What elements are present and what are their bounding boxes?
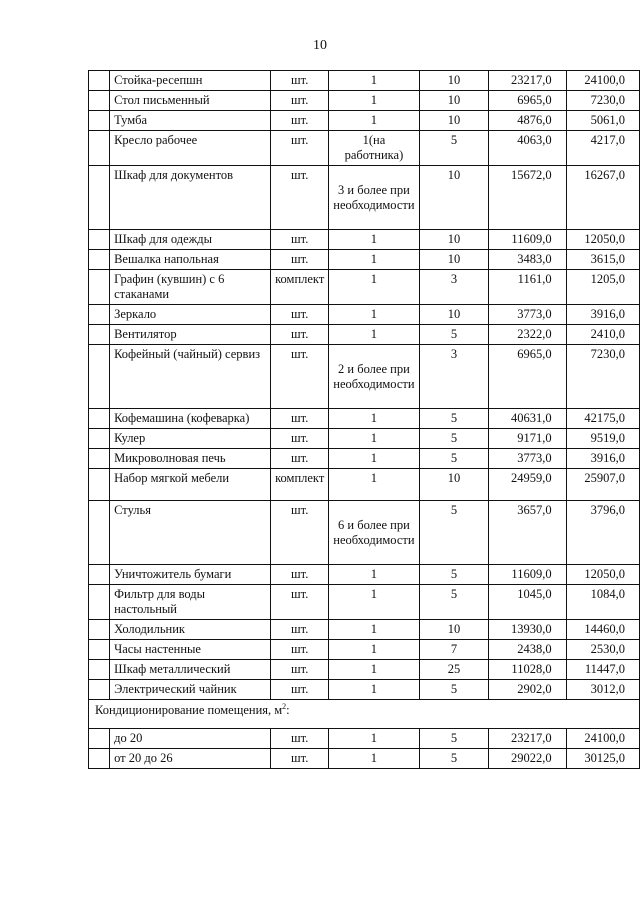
item-name: Тумба	[110, 111, 271, 131]
table-row	[89, 325, 640, 345]
item-quantity: 1	[329, 729, 419, 749]
item-service-years: 10	[419, 71, 489, 91]
item-name: Шкаф для одежды	[110, 230, 271, 250]
item-quantity: 1	[329, 71, 419, 91]
section-label: Кондиционирование помещения, м	[95, 703, 283, 717]
item-price-2: 7230,0	[566, 91, 639, 111]
item-price-2: 24100,0	[566, 729, 639, 749]
item-service-years: 10	[419, 620, 489, 640]
item-unit: шт.	[271, 166, 329, 230]
item-name: Стойка-ресепшн	[110, 71, 271, 91]
table-row	[89, 660, 640, 680]
item-price-1: 29022,0	[489, 749, 566, 769]
item-unit: шт.	[271, 71, 329, 91]
item-unit: шт.	[271, 565, 329, 585]
item-service-years: 10	[419, 305, 489, 325]
item-price-2: 25907,0	[566, 469, 639, 501]
item-price-1: 23217,0	[489, 729, 566, 749]
item-quantity: 1	[329, 270, 419, 305]
item-price-2: 2530,0	[566, 640, 639, 660]
item-name: Стол письменный	[110, 91, 271, 111]
item-unit: шт.	[271, 111, 329, 131]
item-service-years: 25	[419, 660, 489, 680]
table-row	[89, 131, 640, 166]
lead-cell	[89, 680, 110, 700]
item-quantity: 1(на работника)	[329, 131, 419, 166]
lead-cell	[89, 111, 110, 131]
section-heading	[89, 700, 640, 729]
item-unit: шт.	[271, 91, 329, 111]
table-row	[89, 680, 640, 700]
lead-cell	[89, 429, 110, 449]
section-row	[89, 700, 640, 729]
item-name: до 20	[110, 729, 271, 749]
item-service-years: 5	[419, 131, 489, 166]
item-price-1: 23217,0	[489, 71, 566, 91]
item-quantity: 1	[329, 660, 419, 680]
lead-cell	[89, 270, 110, 305]
lead-cell	[89, 729, 110, 749]
item-price-2: 12050,0	[566, 230, 639, 250]
item-quantity: 2 и более при необходимости	[329, 345, 419, 409]
lead-cell	[89, 640, 110, 660]
item-service-years: 5	[419, 749, 489, 769]
item-price-2: 3916,0	[566, 305, 639, 325]
item-service-years: 10	[419, 166, 489, 230]
item-name: Кулер	[110, 429, 271, 449]
item-price-2: 3796,0	[566, 501, 639, 565]
item-price-1: 1045,0	[489, 585, 566, 620]
table-row	[89, 166, 640, 230]
item-name: Кресло рабочее	[110, 131, 271, 166]
table-row	[89, 305, 640, 325]
item-price-2: 11447,0	[566, 660, 639, 680]
item-quantity: 1	[329, 230, 419, 250]
item-service-years: 10	[419, 111, 489, 131]
item-quantity: 1	[329, 325, 419, 345]
equipment-table	[88, 70, 640, 769]
item-price-1: 2322,0	[489, 325, 566, 345]
item-price-1: 11609,0	[489, 230, 566, 250]
item-price-1: 3773,0	[489, 449, 566, 469]
item-price-2: 4217,0	[566, 131, 639, 166]
item-price-2: 1205,0	[566, 270, 639, 305]
item-name: Кофемашина (кофеварка)	[110, 409, 271, 429]
item-price-1: 11609,0	[489, 565, 566, 585]
table-row	[89, 409, 640, 429]
item-price-1: 9171,0	[489, 429, 566, 449]
item-unit: шт.	[271, 230, 329, 250]
item-price-1: 13930,0	[489, 620, 566, 640]
item-price-1: 24959,0	[489, 469, 566, 501]
item-unit: шт.	[271, 729, 329, 749]
item-service-years: 5	[419, 729, 489, 749]
item-name: Фильтр для воды настольный	[110, 585, 271, 620]
item-price-2: 2410,0	[566, 325, 639, 345]
table-row	[89, 270, 640, 305]
item-name: Графин (кувшин) с 6 стаканами	[110, 270, 271, 305]
table-row	[89, 729, 640, 749]
item-name: Зеркало	[110, 305, 271, 325]
item-name: Вентилятор	[110, 325, 271, 345]
item-price-2: 42175,0	[566, 409, 639, 429]
item-service-years: 5	[419, 429, 489, 449]
lead-cell	[89, 620, 110, 640]
item-name: Часы настенные	[110, 640, 271, 660]
section-superscript: 2	[282, 702, 287, 711]
item-name: Уничтожитель бумаги	[110, 565, 271, 585]
table-row	[89, 345, 640, 409]
table-body	[89, 71, 640, 700]
item-service-years: 5	[419, 680, 489, 700]
item-price-2: 7230,0	[566, 345, 639, 409]
item-quantity: 1	[329, 111, 419, 131]
section-body	[89, 700, 640, 729]
lead-cell	[89, 585, 110, 620]
item-price-1: 2438,0	[489, 640, 566, 660]
item-name: Кофейный (чайный) сервиз	[110, 345, 271, 409]
lead-cell	[89, 91, 110, 111]
item-name: Шкаф металлический	[110, 660, 271, 680]
table-row	[89, 640, 640, 660]
item-price-2: 3012,0	[566, 680, 639, 700]
item-service-years: 10	[419, 250, 489, 270]
item-price-2: 24100,0	[566, 71, 639, 91]
item-price-2: 1084,0	[566, 585, 639, 620]
item-price-1: 4063,0	[489, 131, 566, 166]
lead-cell	[89, 449, 110, 469]
item-price-2: 5061,0	[566, 111, 639, 131]
item-quantity: 1	[329, 409, 419, 429]
item-name: Холодильник	[110, 620, 271, 640]
item-unit: шт.	[271, 640, 329, 660]
item-unit: шт.	[271, 749, 329, 769]
item-name: Электрический чайник	[110, 680, 271, 700]
item-service-years: 10	[419, 469, 489, 501]
item-name: Микроволновая печь	[110, 449, 271, 469]
item-service-years: 5	[419, 565, 489, 585]
lead-cell	[89, 469, 110, 501]
item-quantity: 1	[329, 469, 419, 501]
item-unit: шт.	[271, 305, 329, 325]
item-unit: шт.	[271, 620, 329, 640]
table-row	[89, 111, 640, 131]
item-name: Набор мягкой мебели	[110, 469, 271, 501]
page-number: 10	[313, 38, 327, 53]
item-service-years: 5	[419, 449, 489, 469]
table-row	[89, 565, 640, 585]
item-service-years: 7	[419, 640, 489, 660]
lead-cell	[89, 565, 110, 585]
item-service-years: 10	[419, 230, 489, 250]
item-unit: шт.	[271, 345, 329, 409]
item-price-1: 15672,0	[489, 166, 566, 230]
item-unit: шт.	[271, 131, 329, 166]
item-price-1: 3773,0	[489, 305, 566, 325]
item-service-years: 10	[419, 91, 489, 111]
lead-cell	[89, 749, 110, 769]
item-service-years: 5	[419, 409, 489, 429]
lead-cell	[89, 166, 110, 230]
table-row	[89, 620, 640, 640]
item-quantity: 3 и более при необходимости	[329, 166, 419, 230]
item-quantity: 1	[329, 585, 419, 620]
item-unit: комплект	[271, 469, 329, 501]
item-quantity: 6 и более при необходимости	[329, 501, 419, 565]
item-price-1: 1161,0	[489, 270, 566, 305]
item-quantity: 1	[329, 620, 419, 640]
item-price-2: 14460,0	[566, 620, 639, 640]
table-row	[89, 501, 640, 565]
lead-cell	[89, 325, 110, 345]
table-row	[89, 585, 640, 620]
item-quantity: 1	[329, 250, 419, 270]
table-row	[89, 71, 640, 91]
item-price-2: 16267,0	[566, 166, 639, 230]
section-suffix: :	[286, 703, 290, 717]
lead-cell	[89, 305, 110, 325]
item-quantity: 1	[329, 305, 419, 325]
table-row	[89, 230, 640, 250]
item-price-1: 3483,0	[489, 250, 566, 270]
item-quantity: 1	[329, 749, 419, 769]
table-row	[89, 429, 640, 449]
item-unit: шт.	[271, 660, 329, 680]
item-price-1: 11028,0	[489, 660, 566, 680]
table-row	[89, 250, 640, 270]
item-name: Вешалка напольная	[110, 250, 271, 270]
lead-cell	[89, 409, 110, 429]
item-service-years: 5	[419, 325, 489, 345]
lead-cell	[89, 660, 110, 680]
item-price-1: 6965,0	[489, 91, 566, 111]
item-service-years: 5	[419, 501, 489, 565]
item-price-1: 2902,0	[489, 680, 566, 700]
item-price-1: 3657,0	[489, 501, 566, 565]
item-price-2: 9519,0	[566, 429, 639, 449]
item-unit: шт.	[271, 250, 329, 270]
item-quantity: 1	[329, 429, 419, 449]
item-quantity: 1	[329, 449, 419, 469]
item-unit: шт.	[271, 325, 329, 345]
item-name: Шкаф для документов	[110, 166, 271, 230]
item-unit: шт.	[271, 429, 329, 449]
item-name: Стулья	[110, 501, 271, 565]
item-price-2: 30125,0	[566, 749, 639, 769]
item-unit: шт.	[271, 585, 329, 620]
table-row	[89, 91, 640, 111]
table-row	[89, 469, 640, 501]
lead-cell	[89, 71, 110, 91]
table-row	[89, 749, 640, 769]
item-quantity: 1	[329, 565, 419, 585]
item-price-2: 3916,0	[566, 449, 639, 469]
item-price-1: 6965,0	[489, 345, 566, 409]
item-price-2: 12050,0	[566, 565, 639, 585]
item-service-years: 3	[419, 345, 489, 409]
lead-cell	[89, 131, 110, 166]
item-service-years: 3	[419, 270, 489, 305]
lead-cell	[89, 345, 110, 409]
lead-cell	[89, 501, 110, 565]
item-price-2: 3615,0	[566, 250, 639, 270]
item-unit: шт.	[271, 501, 329, 565]
ac-table-body	[89, 729, 640, 769]
item-quantity: 1	[329, 91, 419, 111]
item-quantity: 1	[329, 680, 419, 700]
lead-cell	[89, 230, 110, 250]
item-unit: шт.	[271, 680, 329, 700]
item-unit: шт.	[271, 449, 329, 469]
item-unit: комплект	[271, 270, 329, 305]
item-price-1: 40631,0	[489, 409, 566, 429]
item-quantity: 1	[329, 640, 419, 660]
item-price-1: 4876,0	[489, 111, 566, 131]
lead-cell	[89, 250, 110, 270]
item-service-years: 5	[419, 585, 489, 620]
table-row	[89, 449, 640, 469]
item-unit: шт.	[271, 409, 329, 429]
item-name: от 20 до 26	[110, 749, 271, 769]
